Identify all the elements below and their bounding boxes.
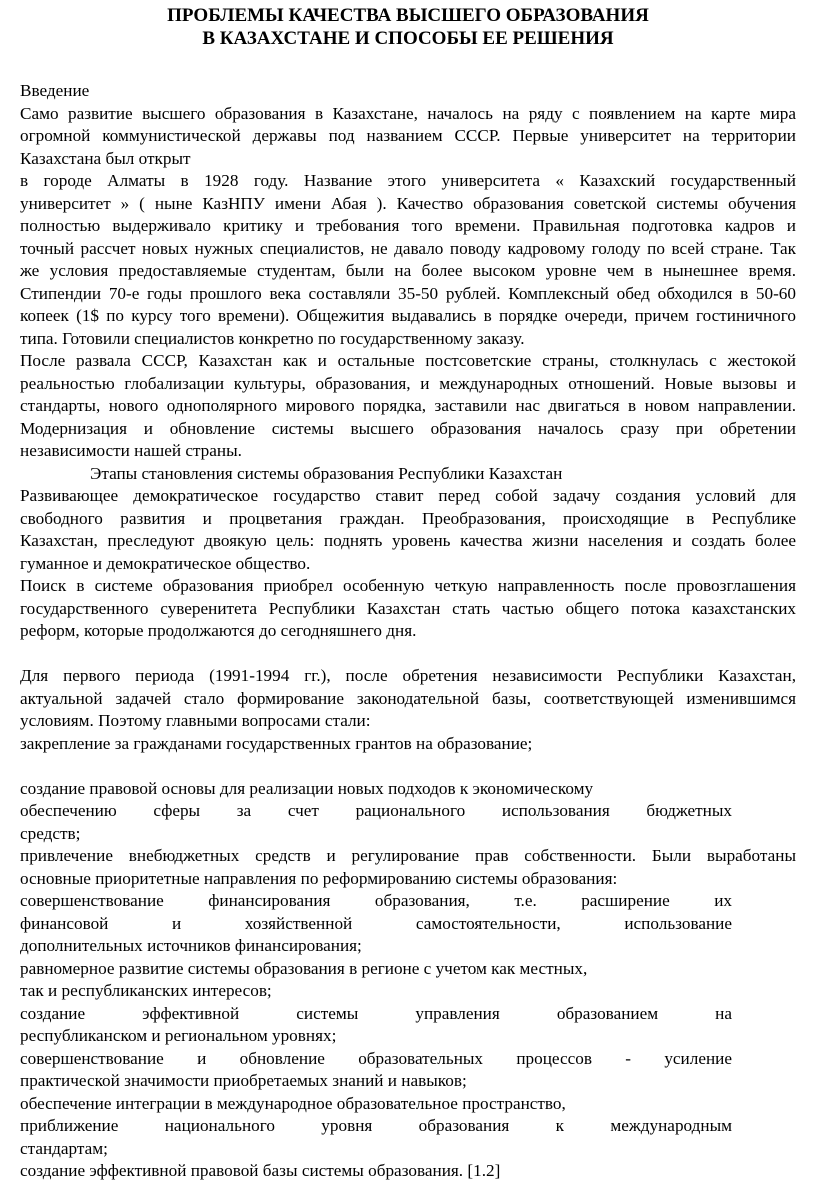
text-line: государственного суверенитета Республики Казахстан стать частью общего потока казахстанских [20,598,796,618]
text-line: гуманное и демократическое общество. [20,553,311,573]
text-line: Модернизация и обновление системы высшего образования началось сразу при обретении [20,418,796,438]
list-item: обеспечение интеграции в международное образовательное пространство, [20,1093,566,1113]
text-line: Поиск в системе образования приобрел особенную четкую направленность после провозглашения [20,576,796,595]
text-line: Само развитие высшего образования в Казахстане, началось на ряду с появлением на карте мира [20,103,796,123]
list-item-continuation: практической значимости приобретаемых знаний и навыков; [20,1071,467,1090]
text-line: университет » ( ныне КазНПУ имени Абая ). Качество образования советской системы обучения [20,193,796,213]
text-line: Для первого периода (1991-1994 гг.), после обретения независимости Республики Казахстан, [20,666,796,685]
intro-section [20,80,796,350]
text-line: реальностью глобализации культуры, образования, и международных отношений. Новые вызовы и [20,373,796,393]
list-item: совершенствование финансирования образования, т.е. расширение их [20,891,732,910]
list-item-continuation: приближение национального уровня образования к международным [20,1116,732,1135]
text-line: в городе Алматы в 1928 году. Название этого университета « Казахский государственный [20,171,796,190]
document-title [20,4,796,50]
search-paragraph [20,575,796,643]
text-line: свободного развития и процветания граждан. Преобразования, происходящие в Республике [20,508,796,528]
list-item: привлечение внебюджетных средств и регулирование прав собственности. Были выработаны [20,846,796,865]
text-line: точный рассчет новых нужных специалистов, не давало поводу кадровому голоду по всей стране. Так [20,238,796,258]
text-line: Казахстана был открыт [20,148,191,168]
text-line: стандарты, нового однополярного мирового порядка, заставили нас двигаться в новом направлении. [20,396,796,415]
text-line: огромной коммунистической державы под названием СССР. Первые университет на территории [20,126,796,145]
section-heading-stages: Этапы становления системы образования Республики Казахстан [90,463,563,483]
text-line: типа. Готовили специалистов конкретно по государственному заказу. [20,328,525,348]
list-item: равномерное развитие системы образования в регионе с учетом как местных, [20,958,588,978]
text-line: условиям. Поэтому главными вопросами стали: [20,711,371,730]
text-line: После развала СССР, Казахстан как и остальные постсоветские страны, столкнулась с жестокой [20,351,796,370]
list-item-continuation: основные приоритетные направления по реформированию системы образования: [20,868,618,888]
text-line: независимости нашей страны. [20,441,242,460]
text-line: копеек (1$ по курсу того времени). Общежития выдавались в порядке очереди, причем гостиничного [20,306,796,325]
list-item-continuation: обеспечению сферы за счет рационального использования бюджетных [20,801,732,820]
list-item-continuation: средств; [20,823,81,843]
text-line: Стипендии 70-е годы прошлого века составляли 35-50 рублей. Комплексный обед обходился в 50-60 [20,283,796,303]
after-ussr-paragraph [20,350,796,463]
title-line-2: В КАЗАХСТАНЕ И СПОСОБЫ ЕЕ РЕШЕНИЯ [202,28,614,49]
blank-line [20,755,796,778]
directions-list [20,890,796,1183]
list-item: создание правовой основы для реализации новых подходов к экономическому [20,778,594,798]
list-item-continuation: так и республиканских интересов; [20,981,272,1000]
text-line: реформ, которые продолжаются до сегодняшнего дня. [20,621,417,640]
list-item: создание эффективной правовой базы системы образования. [1.2] [20,1161,501,1180]
list-item: создание эффективной системы управления образованием на [20,1003,732,1023]
democratic-paragraph [20,485,796,575]
title-line-1: ПРОБЛЕМЫ КАЧЕСТВА ВЫСШЕГО ОБРАЗОВАНИЯ [167,5,649,26]
blank-line [20,643,796,666]
text-line: Развивающее демократическое государство ставит перед собой задачу создания условий для [20,486,796,505]
priorities-list [20,733,796,891]
list-item-continuation: дополнительных источников финансирования; [20,936,362,955]
first-period-paragraph [20,665,796,733]
list-item-continuation: стандартам; [20,1138,108,1158]
document-page [20,4,796,1183]
text-line: актуальной задачей стало формирование законодательной базы, соответствующей изменившимся [20,688,796,708]
text-line: Казахстан, преследуют двоякую цель: поднять уровень качества жизни населения и создать более [20,531,796,550]
text-line: полностью выдерживало критику и требования того времени. Правильная подготовка кадров и [20,216,796,235]
section-heading-intro: Введение [20,81,90,100]
list-item: закрепление за гражданами государственных грантов на образование; [20,733,533,753]
list-item-continuation: финансовой и хозяйственной самостоятельности, использование [20,913,732,933]
text-line: же условия предоставляемые студентам, были на более высоком уровне чем в нынешнее время. [20,261,796,280]
list-item: совершенствование и обновление образовательных процессов - усиление [20,1048,732,1068]
list-item-continuation: республиканском и региональном уровнях; [20,1026,337,1045]
